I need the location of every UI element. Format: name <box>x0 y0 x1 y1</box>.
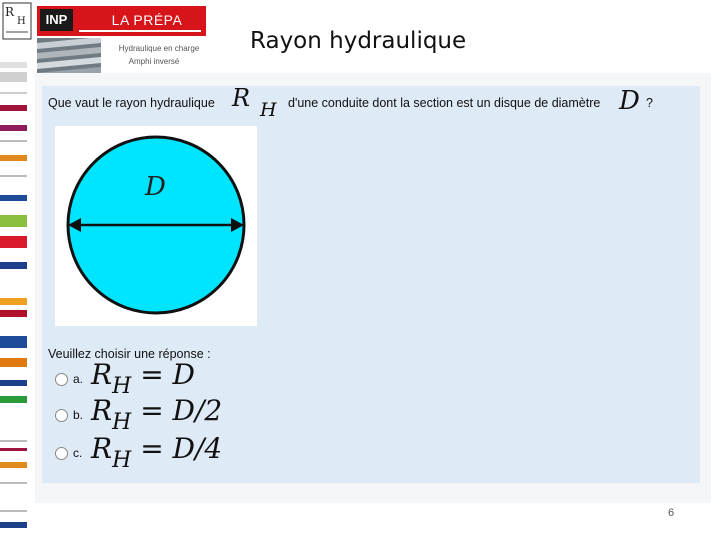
question-text-end: d'une conduite dont la section est un disque de diamètre <box>288 96 601 110</box>
pipes-photo <box>37 38 101 74</box>
question-symbol-r: R <box>232 84 251 112</box>
option-c-formula: $R_H = D/4$ <box>91 432 223 473</box>
option-b-radio[interactable] <box>55 409 68 422</box>
course-subtitle: Hydraulique en charge <box>118 44 200 53</box>
option-a-formula: $R_H = D$ <box>91 358 195 399</box>
slide-title: Rayon hydraulique <box>250 28 467 54</box>
prepa-brand-text: LA PRÉPA <box>111 12 183 28</box>
option-a-radio[interactable] <box>55 373 68 386</box>
question-variable-d: D <box>619 86 640 116</box>
logo-underline <box>79 30 201 32</box>
school-seal-logo <box>2 2 32 40</box>
pipe-section-figure <box>55 126 257 326</box>
option-c-radio[interactable] <box>55 447 68 460</box>
option-c-letter: c. <box>73 446 83 460</box>
option-a-letter: a. <box>73 372 84 386</box>
question-mark: ? <box>646 96 653 110</box>
page-number: 6 <box>668 507 675 519</box>
svg-text:R: R <box>5 5 15 19</box>
answer-prompt: Veuillez choisir une réponse : <box>48 347 211 361</box>
inp-brand: INP <box>40 9 73 31</box>
svg-text:H: H <box>17 16 26 27</box>
option-b-letter: b. <box>73 408 84 422</box>
inp-prepa-logo <box>37 6 206 36</box>
question-text-start: Que vaut le rayon hydraulique <box>48 96 215 110</box>
question-symbol-sub: H <box>260 99 277 121</box>
course-session: Amphi inversé <box>128 57 180 66</box>
figure-label-d: D <box>145 172 166 202</box>
option-b-formula: $R_H = D/2$ <box>91 394 223 435</box>
circle-diameter-diagram <box>55 126 257 326</box>
